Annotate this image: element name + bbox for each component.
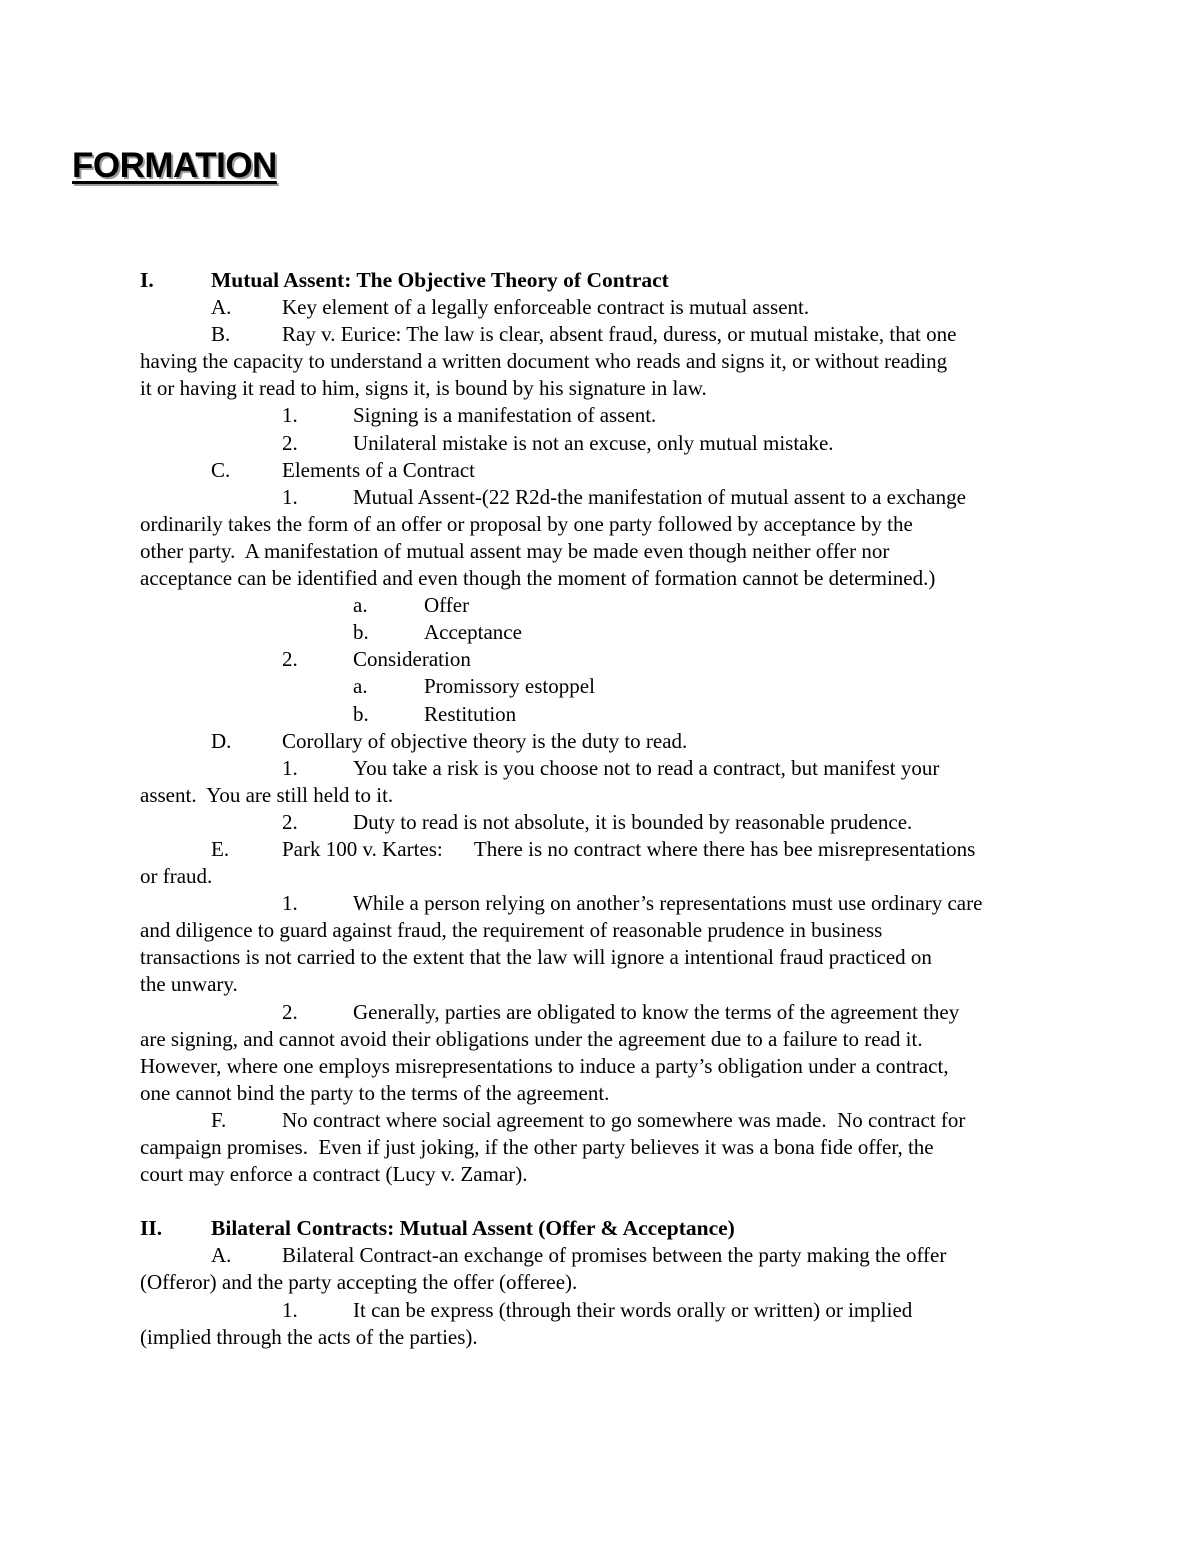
item-text: Bilateral Contract-an exchange of promises between the party making the offer — [282, 1243, 947, 1268]
item-text: Elements of a Contract — [282, 457, 476, 482]
item-label: b. — [353, 701, 369, 726]
item-continuation: are signing, and cannot avoid their obligations under the agreement due to a failure to read it. — [140, 1026, 923, 1051]
item-text: Mutual Assent-(22 R2d-the manifestation of mutual assent to a exchange — [353, 484, 966, 509]
item-continuation: it or having it read to him, signs it, is bound by his signature in law. — [140, 376, 707, 401]
item-label: B. — [211, 322, 231, 347]
item-label: a. — [353, 674, 368, 699]
item-label: 2. — [282, 647, 298, 672]
outline-item — [140, 673, 1065, 700]
outline-item — [140, 999, 1065, 1026]
item-continuation: However, where one employs misrepresentations to induce a party’s obligation under a contract, — [140, 1053, 949, 1078]
item-continuation: ordinarily takes the form of an offer or proposal by one party followed by acceptance by the — [140, 511, 913, 536]
outline-item — [140, 701, 1065, 728]
item-text: Consideration — [353, 647, 471, 672]
item-text: Offer — [424, 593, 470, 618]
item-continuation: acceptance can be identified and even though the moment of formation cannot be determined.) — [140, 566, 936, 591]
item-continuation: other party. A manifestation of mutual assent may be made even though neither offer nor — [140, 538, 890, 563]
item-continuation: campaign promises. Even if just joking, if the other party believes it was a bona fide offer, the — [140, 1135, 934, 1159]
item-continuation: (implied through the acts of the parties). — [140, 1324, 478, 1349]
outline-item — [140, 321, 1065, 348]
item-text: Acceptance — [424, 620, 522, 645]
item-label: F. — [211, 1107, 227, 1132]
item-continuation: having the capacity to understand a written document who reads and signs it, or without reading — [140, 349, 948, 374]
item-label: 1. — [282, 1297, 298, 1322]
item-label: D. — [211, 728, 232, 753]
item-continuation: court may enforce a contract (Lucy v. Zamar). — [140, 1162, 528, 1187]
section-number: I. — [140, 268, 154, 292]
outline-item — [140, 402, 1065, 429]
outline-item — [140, 1107, 1065, 1134]
item-label: b. — [353, 620, 369, 645]
item-label: C. — [211, 457, 231, 482]
item-text: Unilateral mistake is not an excuse, only mutual mistake. — [353, 430, 834, 455]
outline-item — [140, 890, 1065, 917]
item-continuation: one cannot bind the party to the terms of the agreement. — [140, 1080, 610, 1105]
outline-item — [140, 1297, 1065, 1324]
item-text: Corollary of objective theory is the duty to read. — [282, 728, 688, 753]
outline-item — [140, 646, 1065, 673]
item-label: 1. — [282, 403, 298, 428]
section-heading — [140, 267, 1065, 294]
item-text: While a person relying on another’s representations must use ordinary care — [353, 891, 983, 916]
outline-item — [140, 592, 1065, 619]
item-continuation: the unwary. — [140, 972, 238, 997]
item-label: 1. — [282, 755, 298, 780]
item-text: Signing is a manifestation of assent. — [353, 403, 657, 428]
item-text: Ray v. Eurice: The law is clear, absent fraud, duress, or mutual mistake, that one — [282, 322, 957, 347]
item-label: A. — [211, 295, 232, 320]
outline-item — [140, 484, 1065, 511]
item-label: 2. — [282, 809, 298, 834]
outline-item — [140, 836, 1065, 863]
item-label: A. — [211, 1243, 232, 1268]
item-text: No contract where social agreement to go somewhere was made. No contract for — [282, 1107, 966, 1132]
outline-item — [140, 430, 1065, 457]
item-text: Key element of a legally enforceable contract is mutual assent. — [282, 295, 810, 320]
item-label: 1. — [282, 484, 298, 509]
outline-item — [140, 457, 1065, 484]
section-title: Mutual Assent: The Objective Theory of Contract — [211, 268, 669, 292]
outline-item — [140, 1242, 1065, 1269]
item-text: You take a risk is you choose not to read a contract, but manifest your — [353, 755, 940, 780]
item-label: 2. — [282, 430, 298, 455]
outline-item — [140, 755, 1065, 782]
outline-item — [140, 619, 1065, 646]
item-continuation: transactions is not carried to the extent that the law will ignore a intentional fraud practiced on — [140, 945, 932, 970]
item-label: E. — [211, 836, 230, 861]
item-continuation: and diligence to guard against fraud, the requirement of reasonable prudence in business — [140, 918, 883, 943]
outline-item — [140, 809, 1065, 836]
outline-item — [140, 294, 1065, 321]
section-number: II. — [140, 1216, 163, 1241]
item-label: 1. — [282, 891, 298, 916]
item-text: Park 100 v. Kartes: There is no contract where there has bee misrepresentations — [282, 836, 976, 861]
section-heading — [140, 1215, 1065, 1242]
item-label: a. — [353, 593, 368, 618]
item-continuation: or fraud. — [140, 864, 213, 889]
item-text: Promissory estoppel — [424, 674, 595, 699]
document-title: FORMATION — [72, 146, 277, 185]
outline-item — [140, 728, 1065, 755]
item-text: Duty to read is not absolute, it is bounded by reasonable prudence. — [353, 809, 913, 834]
section-title: Bilateral Contracts: Mutual Assent (Offer & Acceptance) — [211, 1216, 735, 1241]
paragraph-spacer — [140, 1188, 1065, 1215]
item-text: Restitution — [424, 701, 517, 726]
item-label: 2. — [282, 999, 298, 1024]
item-text: Generally, parties are obligated to know the terms of the agreement they — [353, 999, 960, 1024]
document-body — [140, 267, 1065, 1351]
item-text: It can be express (through their words orally or written) or implied — [353, 1297, 913, 1322]
item-continuation: assent. You are still held to it. — [140, 782, 394, 807]
item-continuation: (Offeror) and the party accepting the offer (offeree). — [140, 1270, 578, 1295]
